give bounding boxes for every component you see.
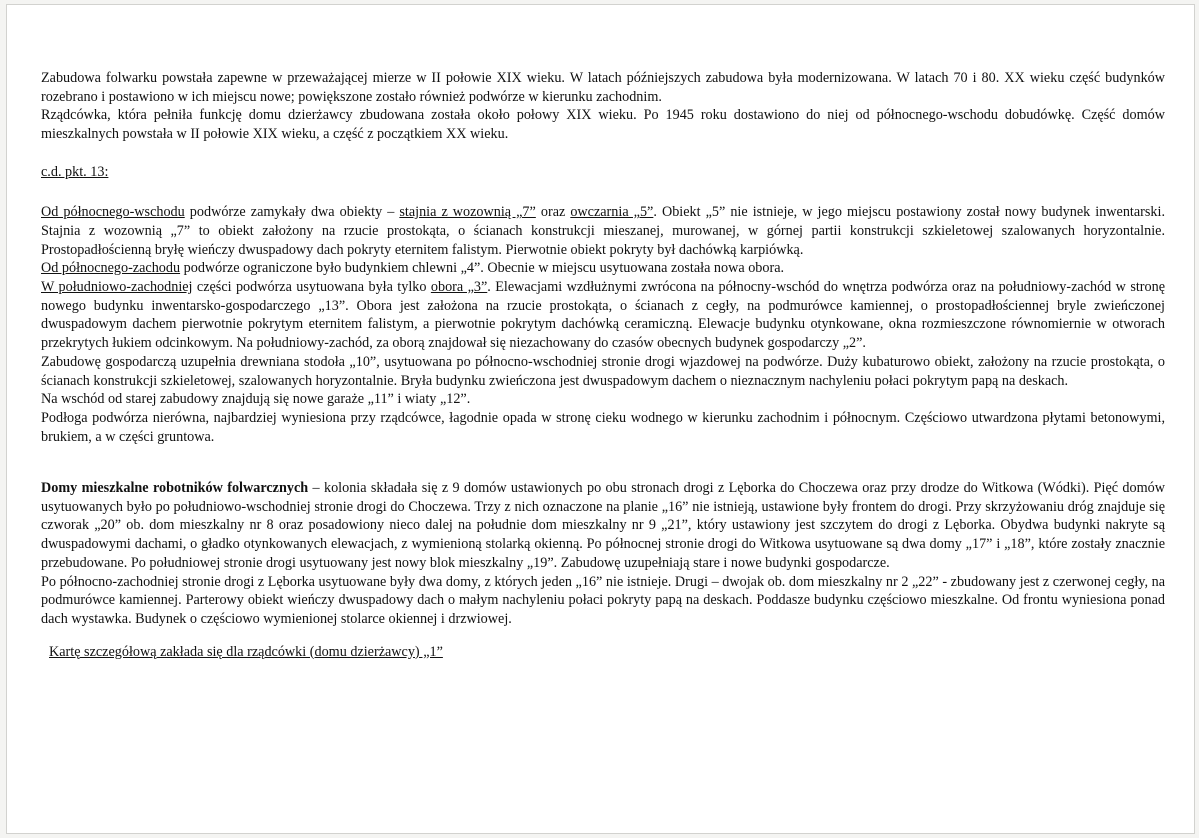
building-ref: stajnia z wozownią „7” [399,204,536,221]
paragraph-barn: Zabudowę gospodarczą uzupełnia drewniana stodoła „10”, usytuowana po północno-wschodniej stronie drogi wjazdowej na podwórze. Duży kubaturowo obiekt, założony na rzucie prostokąta, o ścianach konstrukcji szkieletowej, szalowanych horyzontalnie. Bryła budynku zwieńczona jest dwuspadowym dachem o nieznacznym nachyleniu połaci pokrytym papą na deskach. [41,353,1165,389]
direction-label: W południowo-zachodniej [41,279,193,296]
document-body [41,69,1165,661]
paragraph-north-west-houses: Po północno-zachodniej stronie drogi z Lęborka usytuowane były dwa domy, z których jeden „16” nie istnieje. Drugi – dwojak ob. dom mieszkalny nr 2 „22” - zbudowany jest z czerwonej cegły, na podmurówce kamiennej. Parterowy obiekt wieńczy dwuspadowy dach o małym nachyleniu połaci pokryty papą na deskach. Poddasze budynku częściowo mieszkalne. Od frontu wyniesiona ponad dach wystawka. Budynek o częściowo wymienionej stolarce okiennej i drzwiowej. [41,573,1165,627]
paragraph-garages: Na wschód od starej zabudowy znajdują się nowe garaże „11” i wiaty „12”. [41,391,471,408]
paragraph-workers-houses: Domy mieszkalne robotników folwarcznych – kolonia składała się z 9 domów ustawionych po obu stronach drogi z Lęborka do Choczewa oraz przy drodze do Witkowa (Wódki). Pięć domów usytuowanych było po południowo-wschodniej stronie drogi do Choczewa. Trzy z nich oznaczone na planie „16” nie istnieją, ustawione były frontem do drogi. Przy skrzyżowaniu dróg znajduje się czworak „20” ob. dom mieszkalny nr 8 oraz posadowiony nieco dalej na południe dom mieszkalny nr 9 „21”, który ustawiony jest szczytem do drogi z Lęborka. Obydwa budynki nakryte są dwuspadowymi dachami, o gładko otynkowanych elewacjach, z wymienioną stolarką okienną. Po północnej stronie drogi do Witkowa usytuowane są dwa domy „17” i „18”, które zostały znacznie przebudowane. Po południowej stronie drogi usytuowany jest nowy blok mieszkalny „19”. Zabudowę uzupełniają stare i nowe budynki gospodarcze. [41,480,1165,571]
closing-note: Kartę szczegółową zakłada się dla rządcówki (domu dzierżawcy) „1” [49,643,443,660]
section-heading: c.d. pkt. 13: [41,163,109,180]
paragraph-history: Zabudowa folwarku powstała zapewne w przeważającej mierze w II połowie XIX wieku. W latach późniejszych zabudowa była modernizowana. W latach 70 i 80. XX wieku część budynków rozebrano i postawiono w ich miejscu nowe; powiększone zostało również podwórze w kierunku zachodnim. [41,70,1165,105]
building-ref: obora „3” [430,279,488,296]
paragraph-north-east: Od północnego-wschodu podwórze zamykały dwa obiekty – stajnia z wozownią „7” oraz owczarnia „5”. Obiekt „5” nie istnieje, w jego miejscu postawiony został nowy budynek inwentarski. Stajnia z wozownią „7” to obiekt założony na rzucie prostokąta, o ścianach konstrukcji mieszanej, murowanej, w górnej partii konstrukcji szkieletowej szalowanych horyzontalnie. Prostopadłościenną bryłę wieńczy dwuspadowy dach pokryty eternitem falistym. Pierwotnie obiekt pokryty był dachówką karpiówką. [41,204,1165,258]
paragraph-south-west: W południowo-zachodniej części podwórza usytuowana była tylko obora „3”. Elewacjami wzdłużnymi zwrócona na północny-wschód do wnętrza podwórza oraz na południowy-zachód w stronę nowego budynku inwentarsko-gospodarczego „13”. Obora jest założona na rzucie prostokąta, o ścianach z cegły, na podmurówce kamiennej, o prostopadłościennej bryle zwieńczonej dwuspadowym dachem pierwotnie pokrytym eternitem falistym, a pierwotnie pokrytym dachówką ceramiczną. Elewacje budynku otynkowane, okna rozmieszczone równomiernie w otworach przekrytych łukiem odcinkowym. Na południowy-zachód, za oborą znajdował się niezachowany do czasów obecnych budynek gospodarczy „2”. [41,279,1165,352]
paragraph-yard-floor: Podłoga podwórza nierówna, najbardziej wyniesiona przy rządcówce, łagodnie opada w stronę cieku wodnego w kierunku zachodnim i północnym. Częściowo utwardzona płytami betonowymi, brukiem, a w części gruntowa. [41,409,1165,445]
paragraph-rzadcowka: Rządcówka, która pełniła funkcję domu dzierżawcy zbudowana została około połowy XIX wieku. Po 1945 roku dostawiono do niej od północnego-wschodu dobudówkę. Część domów mieszkalnych powstała w II połowie XIX wieku, a część z początkiem XX wieku. [41,107,1165,143]
document-page [6,4,1195,834]
building-ref: owczarnia „5” [570,204,654,221]
section-title: Domy mieszkalne robotników folwarcznych [41,480,309,497]
paragraph-north-west: Od północnego-zachodu podwórze ograniczone było budynkiem chlewni „4”. Obecnie w miejscu usytuowana została nowa obora. [41,260,785,277]
direction-label: Od północnego-wschodu [41,204,185,221]
direction-label: Od północnego-zachodu [41,260,181,277]
